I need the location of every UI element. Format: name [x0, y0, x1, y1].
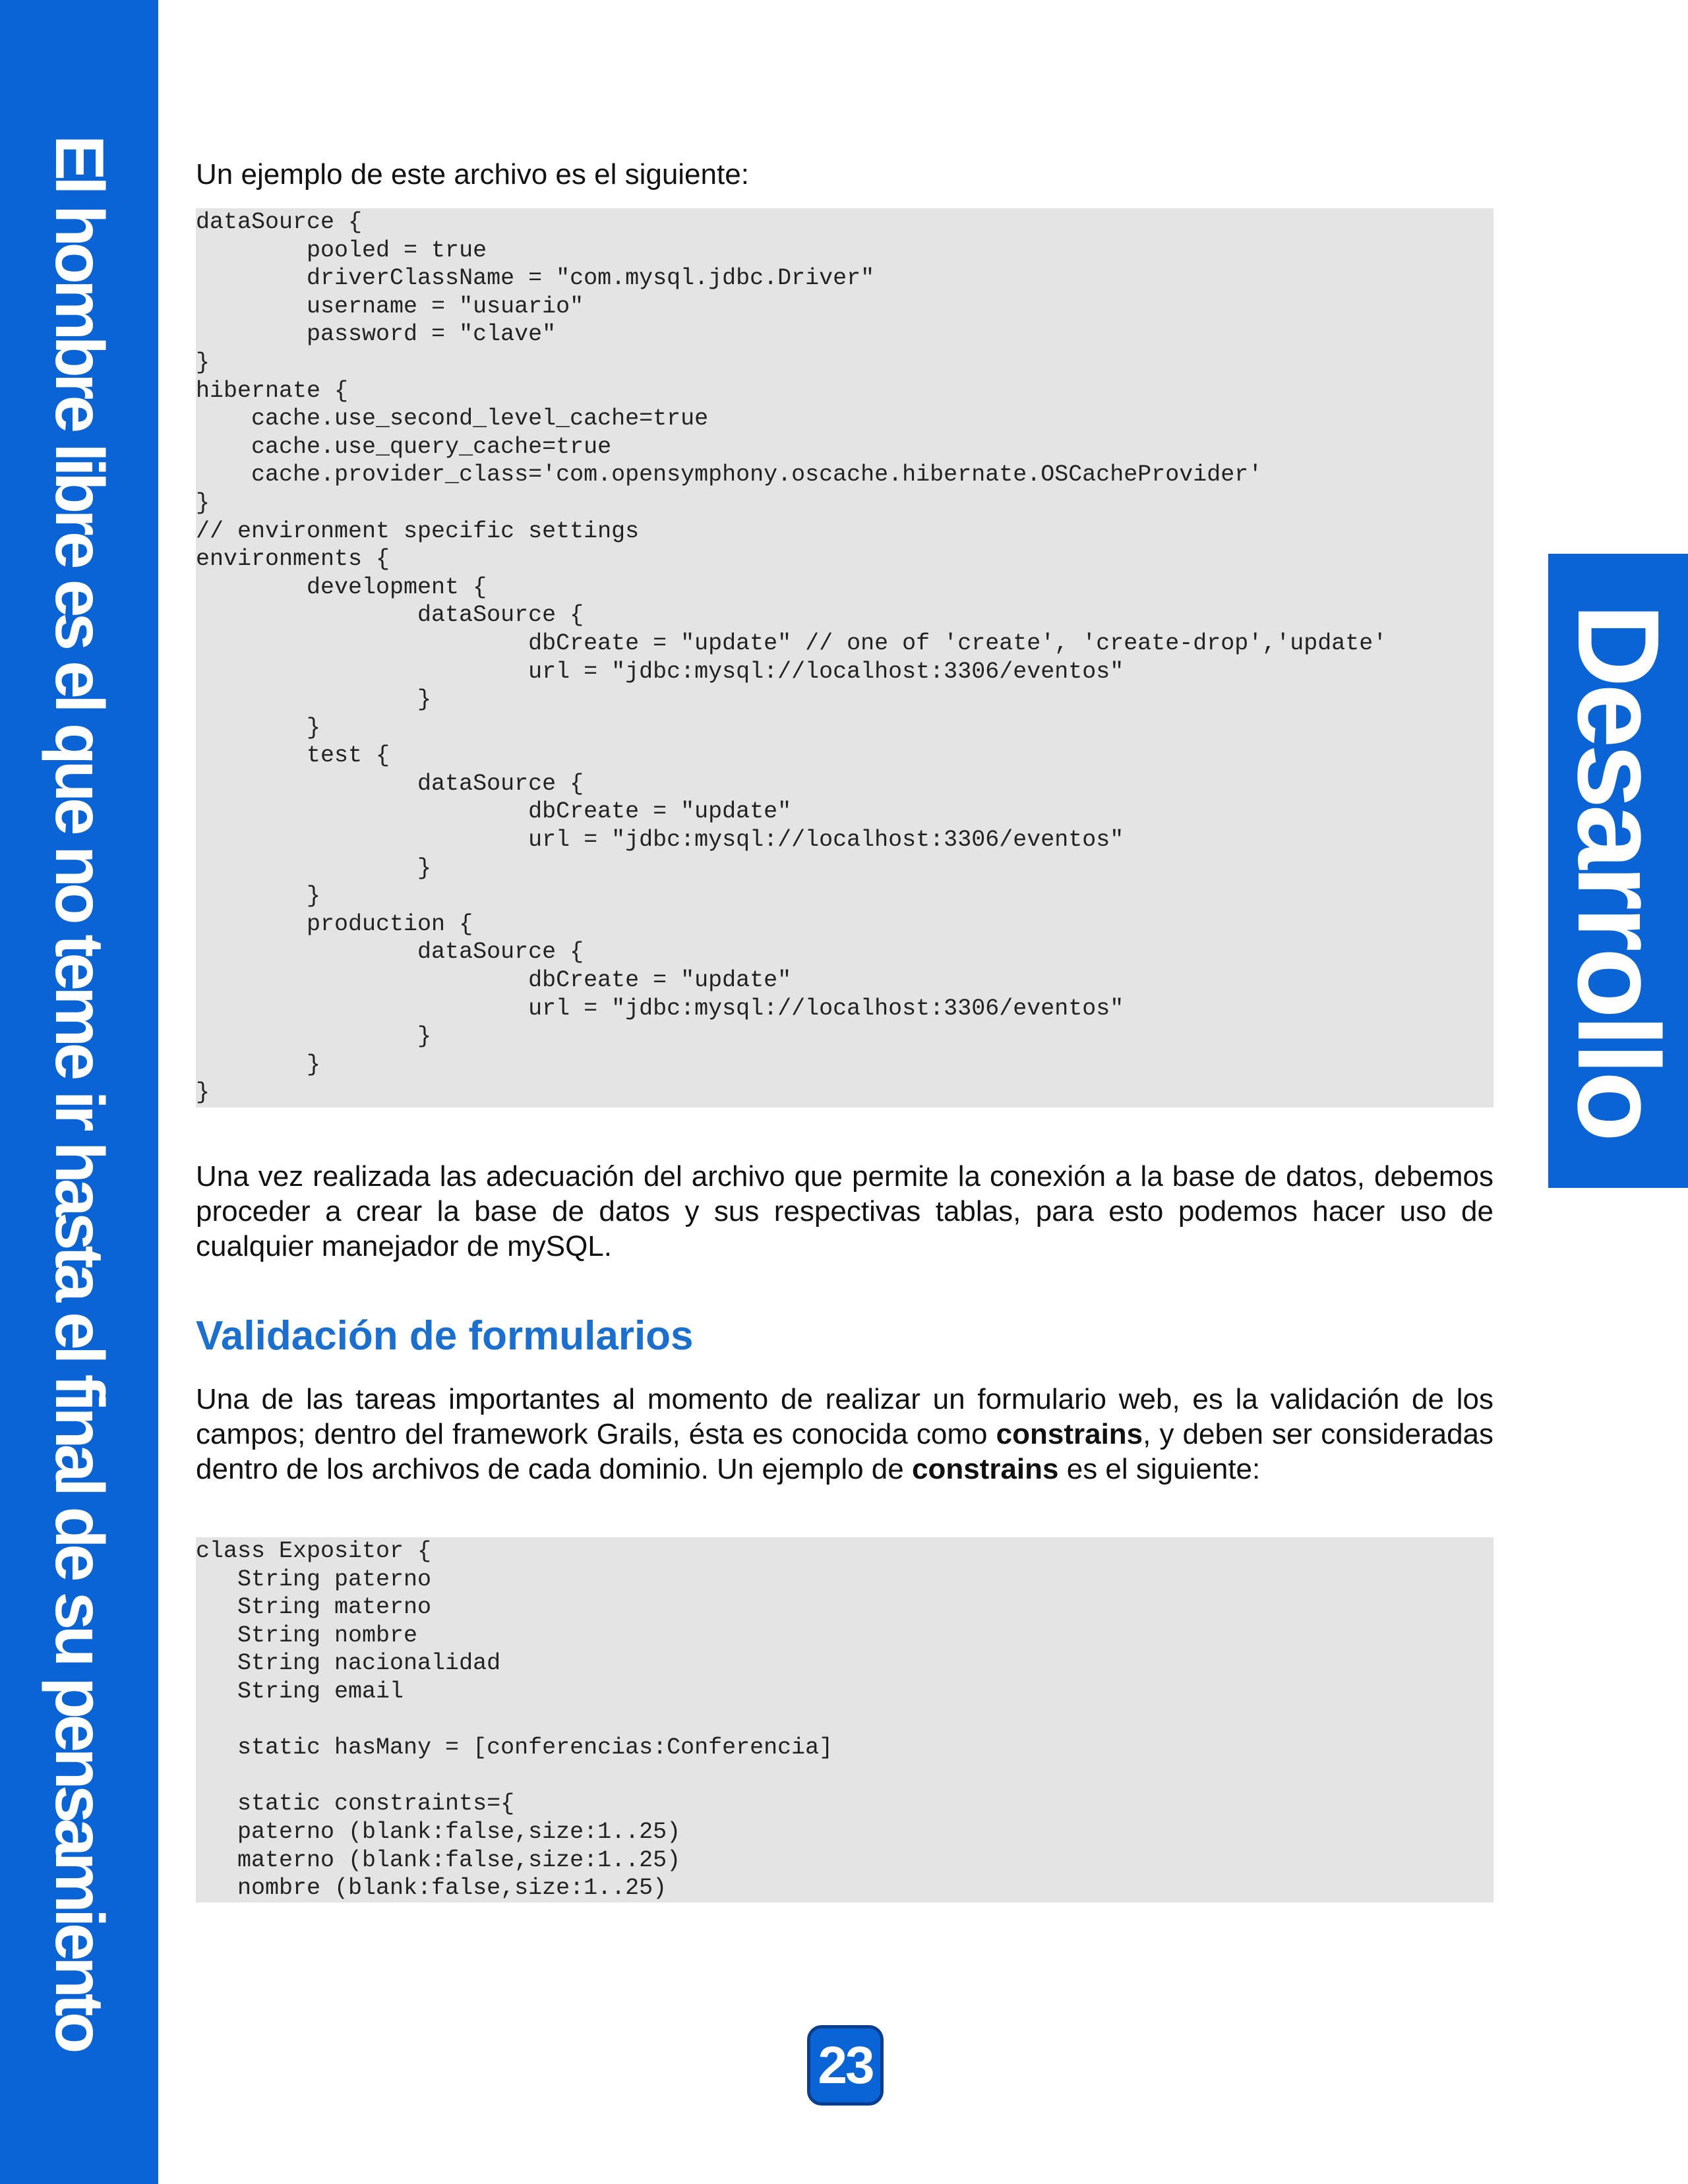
paragraph-connection: Una vez realizada las adecuación del archivo que permite la conexión a la base de datos, debemos proceder a crear la base de datos y sus respectivas tablas, para esto podemos hacer uso de cualquier manejador de mySQL.	[196, 1160, 1493, 1262]
code-line: dbCreate = "update" // one of 'create', 'create-drop','update'	[196, 630, 1387, 657]
code-line: String materno	[196, 1594, 432, 1621]
code-line: dataSource {	[196, 209, 363, 235]
code-line: }	[196, 686, 432, 713]
code-line: }	[196, 883, 321, 910]
code-line	[196, 1762, 1493, 1790]
code-line: dataSource {	[196, 602, 584, 629]
code-line: String paterno	[196, 1566, 432, 1593]
code-line: }	[196, 714, 321, 741]
section-tab-label: Desarrollo	[1553, 603, 1683, 1138]
paragraph-validation-part2: , y deben ser consideradas dentro de los archivos de cada dominio. Un ejemplo de	[196, 1418, 1494, 1485]
code-line: dataSource {	[196, 939, 584, 966]
code-line: test {	[196, 742, 390, 769]
sidebar-quote: El hombre libre es el que no teme ir hasta el final de su pensamiento	[41, 134, 118, 2050]
intro-text: Un ejemplo de este archivo es el siguiente:	[196, 158, 749, 191]
section-tab	[1548, 554, 1688, 1188]
paragraph-validation-bold1: constrains	[996, 1418, 1143, 1450]
code-line: url = "jdbc:mysql://localhost:3306/eventos"	[196, 827, 1124, 854]
code-line: paterno (blank:false,size:1..25)	[196, 1818, 681, 1845]
code-line: String nombre	[196, 1622, 418, 1649]
code-line: class Expositor {	[196, 1538, 432, 1564]
page-number: 23	[807, 2025, 884, 2106]
code-line: dbCreate = "update"	[196, 967, 792, 994]
code-block-domain	[196, 1537, 1493, 1903]
code-line: String email	[196, 1678, 404, 1705]
code-line: url = "jdbc:mysql://localhost:3306/eventos"	[196, 658, 1124, 685]
code-line: static constraints={	[196, 1790, 515, 1817]
code-line: dbCreate = "update"	[196, 798, 792, 825]
code-line: static hasMany = [conferencias:Conferencia]	[196, 1734, 833, 1761]
code-line	[196, 1706, 1493, 1734]
section-heading: Validación de formularios	[196, 1313, 694, 1359]
code-line: username = "usuario"	[196, 293, 584, 320]
code-line: nombre (blank:false,size:1..25)	[196, 1875, 667, 1902]
sidebar-banner	[0, 0, 158, 2184]
paragraph-validation-part1: Una de las tareas importantes al momento de realizar un formulario web, es la validación de los campos; dentro del framework Grails, ésta es conocida como	[196, 1383, 1493, 1450]
code-line: pooled = true	[196, 237, 487, 264]
code-line: production {	[196, 910, 473, 937]
code-block-config	[196, 208, 1493, 1107]
code-line: }	[196, 489, 210, 516]
code-line: url = "jdbc:mysql://localhost:3306/eventos"	[196, 995, 1124, 1022]
code-line: development {	[196, 574, 487, 601]
paragraph-validation-part3: es el siguiente:	[1058, 1453, 1261, 1485]
code-line: cache.provider_class='com.opensymphony.oscache.hibernate.OSCacheProvider'	[196, 461, 1263, 488]
code-line: environments {	[196, 546, 390, 573]
code-line: String nacionalidad	[196, 1650, 501, 1677]
code-line: }	[196, 349, 210, 376]
paragraph-validation-bold2: constrains	[911, 1453, 1059, 1485]
code-line: cache.use_query_cache=true	[196, 433, 612, 460]
code-line: driverClassName = "com.mysql.jdbc.Driver"	[196, 265, 875, 292]
code-line: materno (blank:false,size:1..25)	[196, 1846, 681, 1874]
code-line: hibernate {	[196, 377, 349, 404]
code-line: dataSource {	[196, 770, 584, 797]
code-line: cache.use_second_level_cache=true	[196, 405, 709, 432]
code-line: }	[196, 1023, 432, 1050]
code-line: }	[196, 1051, 321, 1078]
code-line: }	[196, 1079, 210, 1106]
code-line: password = "clave"	[196, 321, 557, 348]
paragraph-validation	[196, 1382, 1493, 1487]
code-line: }	[196, 854, 432, 881]
code-line: // environment specific settings	[196, 517, 640, 545]
